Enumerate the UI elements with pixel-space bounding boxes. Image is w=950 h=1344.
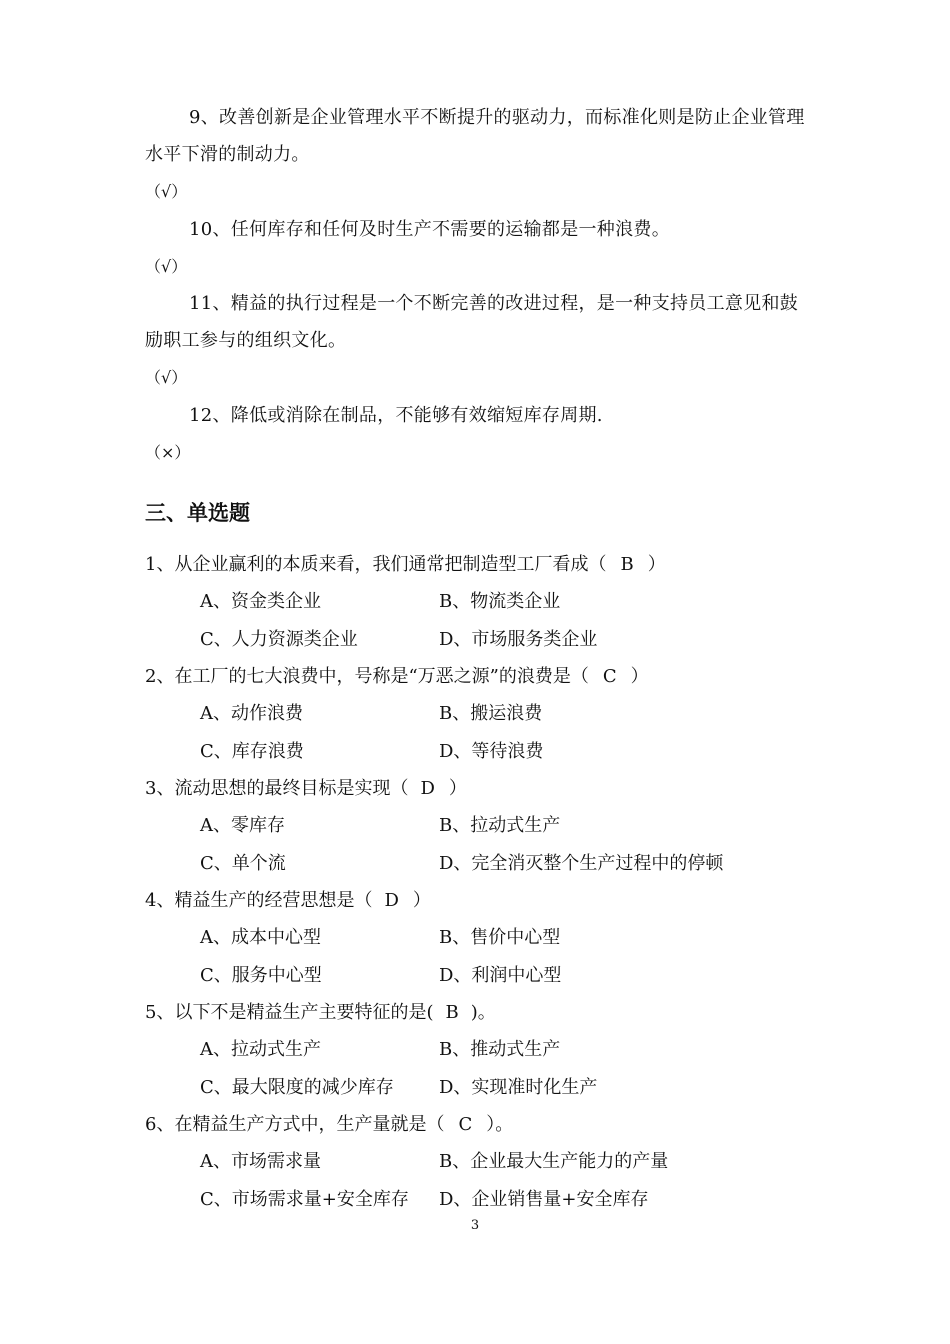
mc-option-a: A、市场需求量 bbox=[200, 1151, 321, 1172]
mc-option-c: C、库存浪费 bbox=[200, 741, 304, 762]
mc-option-c: C、服务中心型 bbox=[200, 965, 322, 986]
mc-close: ） bbox=[448, 778, 467, 799]
mc-option-c: C、最大限度的减少库存 bbox=[200, 1077, 394, 1098]
mc-question-text: 2、在工厂的七大浪费中，号称是“万恶之源”的浪费是（ bbox=[145, 666, 589, 687]
mc-option-d: D、利润中心型 bbox=[439, 965, 562, 986]
mc-option-a: A、零库存 bbox=[200, 815, 285, 836]
mc-option-a: A、成本中心型 bbox=[200, 927, 321, 948]
mc-question-3 bbox=[145, 774, 845, 804]
tf-answer: （√） bbox=[145, 368, 188, 387]
mc-answer: C bbox=[458, 1114, 473, 1135]
mc-option-d: D、等待浪费 bbox=[439, 741, 544, 762]
tf-item-12 bbox=[145, 397, 810, 471]
mc-option-b: B、搬运浪费 bbox=[439, 703, 543, 724]
tf-item-10 bbox=[145, 211, 810, 285]
mc-question-text: 3、流动思想的最终目标是实现（ bbox=[145, 778, 409, 799]
mc-close: ） bbox=[412, 890, 431, 911]
mc-option-b: B、企业最大生产能力的产量 bbox=[439, 1151, 669, 1172]
mc-answer: B bbox=[445, 1002, 459, 1023]
tf-question: 11、精益的执行过程是一个不断完善的改进过程，是一种支持员工意见和鼓励职工参与的组织文化。 bbox=[145, 293, 799, 351]
mc-question-4 bbox=[145, 886, 845, 916]
mc-option-b: B、物流类企业 bbox=[439, 591, 561, 612]
tf-item-9 bbox=[145, 99, 810, 210]
mc-question-2 bbox=[145, 662, 845, 692]
mc-option-d: D、市场服务类企业 bbox=[439, 629, 598, 650]
tf-question: 9、改善创新是企业管理水平不断提升的驱动力，而标准化则是防止企业管理水平下滑的制动力。 bbox=[145, 107, 805, 165]
tf-answer: （×） bbox=[145, 443, 191, 462]
mc-option-d: D、实现准时化生产 bbox=[439, 1077, 598, 1098]
tf-answer: （√） bbox=[145, 182, 188, 201]
mc-option-b: B、售价中心型 bbox=[439, 927, 561, 948]
page-number: 3 bbox=[470, 1218, 480, 1233]
mc-question-text: 5、以下不是精益生产主要特征的是( bbox=[145, 1002, 434, 1023]
mc-answer: D bbox=[420, 778, 435, 799]
mc-question-text: 1、从企业赢利的本质来看，我们通常把制造型工厂看成（ bbox=[145, 554, 607, 575]
mc-question-1 bbox=[145, 550, 845, 580]
mc-question-6 bbox=[145, 1110, 845, 1140]
mc-option-c: C、单个流 bbox=[200, 853, 286, 874]
mc-option-a: A、资金类企业 bbox=[200, 591, 321, 612]
mc-option-d: D、完全消灭整个生产过程中的停顿 bbox=[439, 853, 724, 874]
section-title: 三、单选题 bbox=[145, 501, 250, 525]
mc-option-d: D、企业销售量+安全库存 bbox=[439, 1189, 649, 1210]
tf-item-11 bbox=[145, 285, 810, 396]
mc-option-c: C、人力资源类企业 bbox=[200, 629, 358, 650]
mc-option-a: A、拉动式生产 bbox=[200, 1039, 321, 1060]
tf-question: 12、降低或消除在制品，不能够有效缩短库存周期. bbox=[189, 405, 603, 426]
mc-answer: D bbox=[384, 890, 399, 911]
tf-answer: （√） bbox=[145, 257, 188, 276]
mc-option-b: B、拉动式生产 bbox=[439, 815, 561, 836]
mc-question-5 bbox=[145, 998, 845, 1028]
mc-close: ） bbox=[630, 666, 649, 687]
mc-close: ）。 bbox=[486, 1114, 514, 1135]
mc-option-a: A、动作浪费 bbox=[200, 703, 303, 724]
mc-answer: C bbox=[602, 666, 617, 687]
mc-answer: B bbox=[620, 554, 634, 575]
mc-option-c: C、市场需求量+安全库存 bbox=[200, 1189, 409, 1210]
tf-question: 10、任何库存和任何及时生产不需要的运输都是一种浪费。 bbox=[189, 219, 671, 240]
mc-question-text: 6、在精益生产方式中，生产量就是（ bbox=[145, 1114, 445, 1135]
mc-option-b: B、推动式生产 bbox=[439, 1039, 561, 1060]
mc-close: ） bbox=[647, 554, 666, 575]
mc-question-text: 4、精益生产的经营思想是（ bbox=[145, 890, 373, 911]
mc-close: )。 bbox=[470, 1002, 496, 1023]
